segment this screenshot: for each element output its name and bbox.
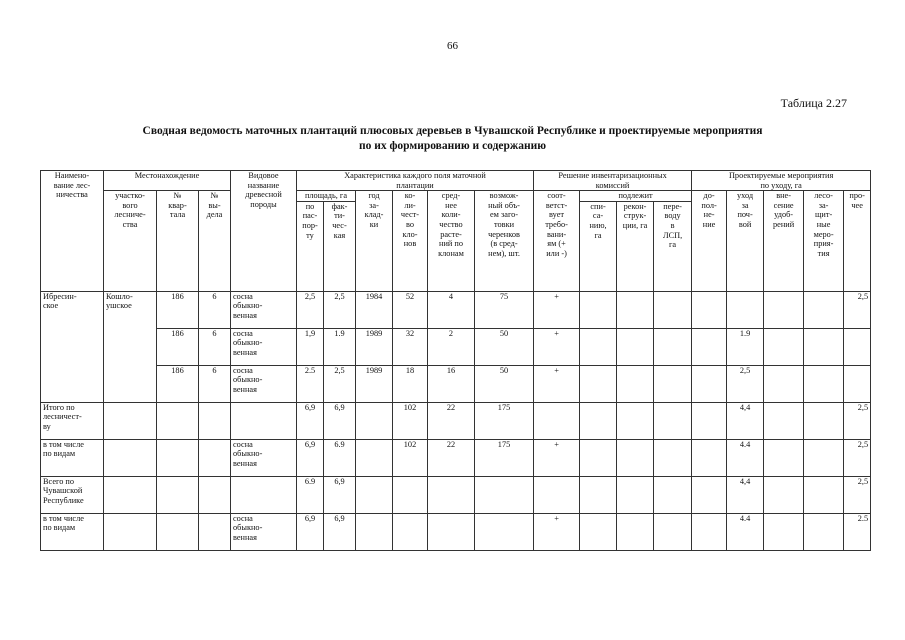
header-area: площадь, га — [297, 191, 356, 202]
cell-clones: 18 — [393, 365, 428, 402]
cell-complies: + — [534, 328, 580, 365]
table-row — [41, 439, 871, 476]
cell-protection — [804, 476, 844, 513]
cell-complies: + — [534, 439, 580, 476]
cell-year — [356, 402, 393, 439]
cell-district — [104, 402, 157, 439]
cell-transfer — [654, 439, 692, 476]
cell-area-passport: 6,9 — [297, 513, 324, 550]
cell-clones — [393, 476, 428, 513]
cell-replanting — [692, 476, 727, 513]
cell-area-actual: 2,5 — [324, 365, 356, 402]
plantation-table — [40, 170, 871, 551]
cell-transfer — [654, 476, 692, 513]
cell-replanting — [692, 439, 727, 476]
cell-plot — [199, 476, 231, 513]
cell-reconstruction — [617, 439, 654, 476]
cell-complies — [534, 476, 580, 513]
table-row — [41, 476, 871, 513]
cell-transfer — [654, 291, 692, 328]
cell-forestry: в том числе по видам — [41, 513, 104, 550]
cell-reconstruction — [617, 476, 654, 513]
cell-protection — [804, 439, 844, 476]
cell-protection — [804, 328, 844, 365]
header-volume: возмож- ный объ- ем заго- товки черенков (в сред- нем), шт. — [475, 191, 534, 292]
cell-year: 1989 — [356, 365, 393, 402]
cell-volume: 50 — [475, 365, 534, 402]
cell-quarter: 186 — [157, 365, 199, 402]
header-quarter: № квар- тала — [157, 191, 199, 292]
cell-area-passport: 6,9 — [297, 439, 324, 476]
cell-species: сосна обыкно- венная — [231, 513, 297, 550]
cell-soil-care: 4.4 — [727, 513, 764, 550]
cell-fertilizing — [764, 439, 804, 476]
cell-writeoff — [580, 328, 617, 365]
cell-protection — [804, 513, 844, 550]
header-area-passport: по пас- пор- ту — [297, 201, 324, 291]
cell-soil-care: 4,4 — [727, 476, 764, 513]
header-protection: лесо- за- щит- ные меро- прия- тия — [804, 191, 844, 292]
cell-replanting — [692, 365, 727, 402]
header-transfer: пере- воду в ЛСП, га — [654, 201, 692, 291]
cell-protection — [804, 291, 844, 328]
cell-transfer — [654, 328, 692, 365]
cell-volume: 50 — [475, 328, 534, 365]
cell-complies: + — [534, 513, 580, 550]
cell-quarter — [157, 402, 199, 439]
cell-district — [104, 439, 157, 476]
cell-soil-care: 4,4 — [727, 402, 764, 439]
cell-other: 2,5 — [844, 439, 871, 476]
cell-district — [104, 513, 157, 550]
cell-area-actual: 1.9 — [324, 328, 356, 365]
cell-forestry: Итого по лесничест- ву — [41, 402, 104, 439]
cell-plot — [199, 513, 231, 550]
header-other: про- чее — [844, 191, 871, 292]
cell-protection — [804, 402, 844, 439]
cell-reconstruction — [617, 328, 654, 365]
cell-reconstruction — [617, 513, 654, 550]
cell-fertilizing — [764, 328, 804, 365]
table-row — [41, 328, 871, 365]
cell-writeoff — [580, 365, 617, 402]
cell-fertilizing — [764, 476, 804, 513]
cell-area-actual: 6.9 — [324, 439, 356, 476]
header-writeoff: спи- са- нию, га — [580, 201, 617, 291]
header-fertilizing: вне- сение удоб- рений — [764, 191, 804, 292]
cell-area-actual: 6,9 — [324, 476, 356, 513]
cell-avg: 22 — [428, 439, 475, 476]
header-avg-count: сред- нее коли- чество расте- ний по клонам — [428, 191, 475, 292]
cell-year — [356, 513, 393, 550]
cell-species: сосна обыкно- венная — [231, 291, 297, 328]
cell-area-passport: 1,9 — [297, 328, 324, 365]
cell-soil-care: 2,5 — [727, 365, 764, 402]
cell-volume: 75 — [475, 291, 534, 328]
cell-replanting — [692, 402, 727, 439]
cell-soil-care: 1.9 — [727, 328, 764, 365]
header-area-actual: фак- ти- чес- кая — [324, 201, 356, 291]
cell-district: Кошло- ушское — [104, 291, 157, 402]
cell-fertilizing — [764, 291, 804, 328]
cell-forestry: в том числе по видам — [41, 439, 104, 476]
cell-clones: 52 — [393, 291, 428, 328]
header-district: участко- вого лесниче- ства — [104, 191, 157, 292]
header-clones: ко- ли- чест- во кло- нов — [393, 191, 428, 292]
cell-volume: 175 — [475, 439, 534, 476]
cell-species: сосна обыкно- венная — [231, 328, 297, 365]
cell-complies: + — [534, 291, 580, 328]
cell-species — [231, 402, 297, 439]
cell-transfer — [654, 402, 692, 439]
cell-other — [844, 328, 871, 365]
table-number: Таблица 2.27 — [780, 96, 847, 110]
table-title — [40, 124, 865, 154]
cell-transfer — [654, 365, 692, 402]
cell-other: 2,5 — [844, 402, 871, 439]
cell-writeoff — [580, 402, 617, 439]
cell-area-actual: 6,9 — [324, 402, 356, 439]
cell-quarter: 186 — [157, 328, 199, 365]
cell-species — [231, 476, 297, 513]
cell-reconstruction — [617, 365, 654, 402]
cell-replanting — [692, 513, 727, 550]
cell-quarter — [157, 513, 199, 550]
header-soil-care: уход за поч- вой — [727, 191, 764, 292]
cell-volume — [475, 476, 534, 513]
cell-forestry: Всего по Чувашской Республике — [41, 476, 104, 513]
cell-other — [844, 365, 871, 402]
cell-avg — [428, 476, 475, 513]
header-year: год за- клад- ки — [356, 191, 393, 292]
cell-transfer — [654, 513, 692, 550]
cell-quarter — [157, 439, 199, 476]
header-complies: соот- ветст- вует требо- вани- ям (+ или -) — [534, 191, 580, 292]
cell-soil-care: 4.4 — [727, 439, 764, 476]
cell-clones: 102 — [393, 439, 428, 476]
cell-area-actual: 2,5 — [324, 291, 356, 328]
cell-other: 2,5 — [844, 291, 871, 328]
cell-year — [356, 476, 393, 513]
cell-avg — [428, 513, 475, 550]
cell-avg: 2 — [428, 328, 475, 365]
cell-clones: 102 — [393, 402, 428, 439]
page-number: 66 — [447, 40, 458, 52]
cell-writeoff — [580, 513, 617, 550]
cell-fertilizing — [764, 402, 804, 439]
table-row — [41, 513, 871, 550]
cell-reconstruction — [617, 402, 654, 439]
cell-district — [104, 476, 157, 513]
header-inventory-decision: Решение инвентаризационных комиссий — [534, 171, 692, 191]
cell-area-passport: 6.9 — [297, 476, 324, 513]
table-row — [41, 291, 871, 328]
header-plot: № вы- дела — [199, 191, 231, 292]
header-characteristics: Характеристика каждого поля маточной плантации — [297, 171, 534, 191]
cell-avg: 16 — [428, 365, 475, 402]
cell-fertilizing — [764, 513, 804, 550]
title-line-1: Сводная ведомость маточных плантаций плюсовых деревьев в Чувашской Республике и проектируемые мероприятия — [142, 125, 763, 137]
cell-writeoff — [580, 291, 617, 328]
cell-year: 1989 — [356, 328, 393, 365]
cell-clones: 32 — [393, 328, 428, 365]
title-line-2: по их формированию и содержанию — [358, 140, 547, 152]
header-species: Видовое название древесной породы — [231, 171, 297, 292]
cell-quarter — [157, 476, 199, 513]
cell-species: сосна обыкно- венная — [231, 365, 297, 402]
cell-avg: 22 — [428, 402, 475, 439]
header-subject-to: подлежит — [580, 191, 692, 202]
header-replanting: до- пол- не- ние — [692, 191, 727, 292]
cell-plot — [199, 402, 231, 439]
cell-complies: + — [534, 365, 580, 402]
table-row — [41, 365, 871, 402]
table-row — [41, 402, 871, 439]
cell-soil-care — [727, 291, 764, 328]
cell-area-passport: 6,9 — [297, 402, 324, 439]
cell-area-passport: 2.5 — [297, 365, 324, 402]
cell-quarter: 186 — [157, 291, 199, 328]
cell-complies — [534, 402, 580, 439]
cell-volume — [475, 513, 534, 550]
header-reconstruction: рекон- струк- ции, га — [617, 201, 654, 291]
header-planned-measures: Проектируемые мероприятия по уходу, га — [692, 171, 871, 191]
cell-writeoff — [580, 476, 617, 513]
cell-avg: 4 — [428, 291, 475, 328]
cell-writeoff — [580, 439, 617, 476]
cell-volume: 175 — [475, 402, 534, 439]
cell-protection — [804, 365, 844, 402]
cell-year — [356, 439, 393, 476]
cell-clones — [393, 513, 428, 550]
cell-replanting — [692, 328, 727, 365]
header-location: Местонахождение — [104, 171, 231, 191]
cell-species: сосна обыкно- венная — [231, 439, 297, 476]
cell-plot: 6 — [199, 365, 231, 402]
cell-other: 2.5 — [844, 513, 871, 550]
header-forestry: Наимено- вание лес- ничества — [41, 171, 104, 292]
cell-reconstruction — [617, 291, 654, 328]
cell-area-actual: 6,9 — [324, 513, 356, 550]
cell-year: 1984 — [356, 291, 393, 328]
cell-forestry: Ибресин- ское — [41, 291, 104, 402]
cell-replanting — [692, 291, 727, 328]
cell-other: 2,5 — [844, 476, 871, 513]
cell-plot: 6 — [199, 328, 231, 365]
cell-area-passport: 2,5 — [297, 291, 324, 328]
cell-plot — [199, 439, 231, 476]
cell-fertilizing — [764, 365, 804, 402]
cell-plot: 6 — [199, 291, 231, 328]
